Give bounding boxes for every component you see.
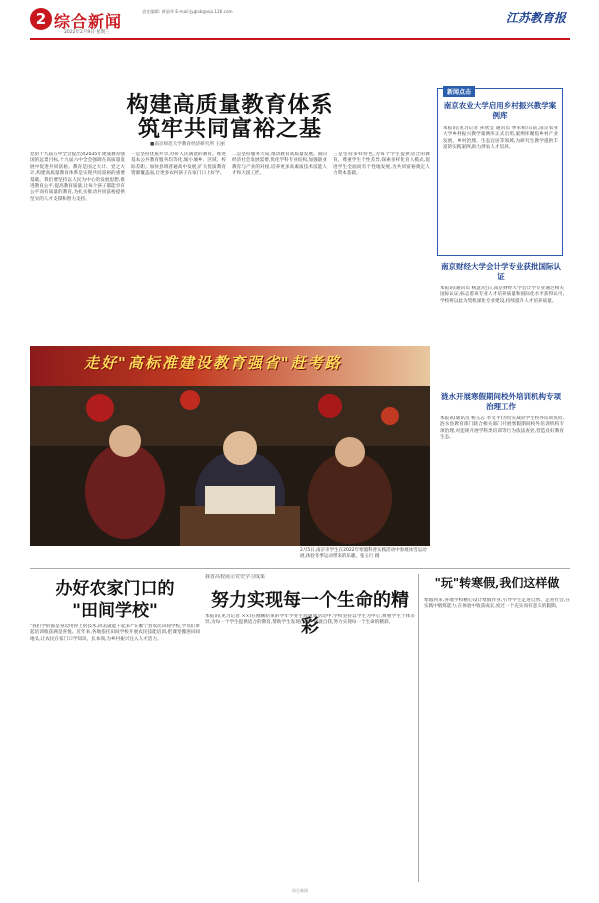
lead-body-col1: 党的十九届五中全会提出到2035年建成教育强国的远景目标,十九届六中全会强调在高质量发展中促进共同富裕。教育是国之大计、党之大计,构建高质量教育体系是实现共同富裕的重要基础。我们要坚持以人民为中心的发展思想,推进教育公平,提高教育质量,让每个孩子都能享有公平而有质量的教育,为扎实推动共同富裕提供坚实的人才支撑和智力支持。 — [30, 152, 125, 202]
editor-line: 责任编辑: 黄丽华 E-mail:jyglxb@vip.126.com — [142, 9, 233, 14]
story-center-kicker: 我省高校展示党史学习成果 — [205, 574, 266, 580]
story-right-body: 寒假到来,各地学校精心设计寒假作业,引导学生走进自然、走进社会,在实践中锻炼能力,在体验中收获成长,度过一个充实而有意义的假期。 — [424, 598, 570, 610]
story-left-title-line1: 办好农家门口的 — [55, 579, 175, 599]
story-left-body: "我们学的都是身边用得上的技术,回去就能干起来!"在睢宁县农民田间学校,学员们讲起培训收获满是喜悦。近年来,各地依托田间学校开展农民技能培训,把课堂搬进田间地头,让农民在家门口学知识、长本领,为乡村振兴注入人才活力。 — [30, 624, 200, 642]
story-center-title: 努力实现每一个生命的精彩 — [211, 590, 409, 637]
page-footer: 综合新闻 — [292, 888, 308, 893]
story-left-title-line2: "田间学校" — [72, 601, 158, 621]
lead-body-col4: 三是坚持多样特色,为每个学生提供适合的教育。尊重学生个性差异,探索多样化育人模式,促进学生全面而有个性地发展,为共同富裕奠定人力资本基础。 — [333, 152, 430, 177]
lead-title-line1: 构建高质量教育体系 — [126, 92, 334, 118]
section-title: 综合新闻 — [54, 12, 123, 31]
sidebar-item2-body: 本报讯(通讯员 杨慧)近日,南京财经大学会计学专业通过相关国际认证,标志着该专业人才培养质量和国际化水平获得认可,学校将以此为契机深化专业建设,持续提升人才培养质量。 — [440, 286, 564, 304]
sidebar-item2-title: 南京财经大学会计学专业获批国际认证 — [441, 262, 561, 281]
section-divider — [30, 568, 570, 569]
story-center-body: 本报讯(见习记者 ××)在刚刚结束的学年学业生涯规划活动中,学校坚持以学生为中心,尊重学生个体差异,为每一个学生提供适合的教育,帮助学生发现自我、成就自我,努力实现每一个生命的精彩。 — [205, 614, 415, 626]
page-number: 2 — [30, 8, 52, 30]
paper-logo: 江苏教育报 — [506, 11, 567, 25]
photo-caption: 2月5日,南京市学生在2022年寒假科普实践活动中参观冰雪运动展,体验冬季运动带来的乐趣。张玉行 摄 — [300, 548, 427, 560]
campaign-banner-text: 走好"高标准建设教育强省"赶考路 — [84, 354, 342, 372]
sidebar-item1-title: 南京农业大学启用乡村振兴教学案例库 — [443, 101, 557, 120]
header-rule — [30, 38, 570, 40]
date-line: 2022年2月9日 星期三 — [64, 30, 110, 35]
lead-body-col3: 二是坚持服务大局,推动教育高质量发展。面向经济社会发展需要,优化学科专业结构,加强职业教育与产业的对接,培养更多高素质技术技能人才和大国工匠。 — [232, 152, 327, 177]
news-click-kicker: 新闻点击 — [443, 86, 475, 97]
sidebar-item3-title: 涟水开展寒假期间校外培训机构专项治理工作 — [441, 392, 561, 411]
lead-body-col2: 一是坚持优质共享,办好人民满意的教育。推进基本公共教育服务均等化,缩小城乡、区域、校际差距。加快县域普通高中发展,扩大优质教育资源覆盖面,让更多农村孩子在家门口上好学。 — [131, 152, 226, 177]
photo-illustration — [30, 386, 430, 546]
news-photo — [30, 386, 430, 546]
story-right-title: "玩"转寒假,我们这样做 — [434, 576, 560, 590]
sidebar-item3-body: 本报讯(通讯员 杨玉志 李文平)为切实减轻学生校外培训负担,涟水县教育部门联合相关部门开展寒假期间校外培训机构专项治理,对违规开展学科类培训等行为依法查处,营造良好教育生态。 — [440, 416, 564, 441]
lead-byline: ■南京师范大学教育经济研究所 王丽 — [150, 142, 225, 147]
sidebar-item1-body: 本报讯(见习记者 孙欣莹 通讯员 季永祺)日前,南京农业大学乡村振兴教学案例库正式启用,案例库聚焦乡村产业发展、乡村治理、生态宜居等领域,为研究生教学提供丰富的实践案例,助力涉农人才培养。 — [443, 126, 558, 151]
column-divider — [418, 574, 419, 882]
lead-title-line2: 筑牢共同富裕之基 — [137, 116, 322, 142]
